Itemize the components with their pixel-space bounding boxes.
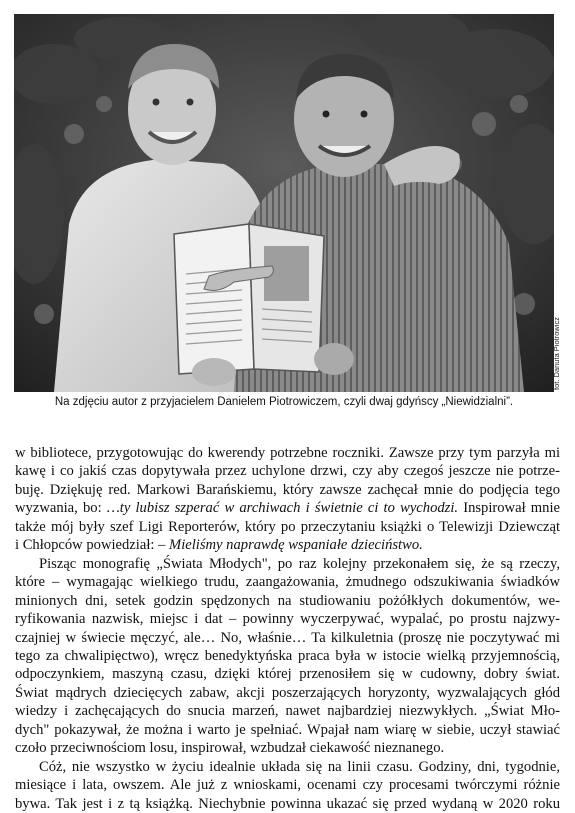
body-line: ryfikowania nazwisk, miejsc i dat – powinny wyczerpywać, wypalać, po prostu najzwy- <box>15 611 560 628</box>
body-line: miesiące i lata, owszem. Ale już z wnioskami, ocenami czy procesami twórczymi różnie <box>15 777 560 794</box>
body-line: Cóż, nie wszystko w życiu idealnie układa się na linii czasu. Godziny, dni, tygodnie, <box>39 758 560 775</box>
photo-caption: Na zdjęciu autor z przyjacielem Danielem Piotrowiczem, czyli dwaj gdyńscy „Niewidzialni”. <box>54 396 514 408</box>
body-line: bywa. Tak jest i z tą książką. Niechybnie powinna ukazać się przed wydaną w 2020 roku <box>15 795 560 812</box>
photo-illustration <box>14 14 554 392</box>
body-line: tego za chwalipięctwo), wręcz benedyktyńska praca była w istocie wielką przyjemnością, <box>15 647 560 664</box>
body-line: także mój były szef Ligi Reporterów, który po przeczytaniu książki o Telewizji Dziewcząt <box>15 518 560 535</box>
body-line: czajniej w świecie męczyć, ale… No, właśnie… Ta kilkuletnia (proszę nie poczytywać mi <box>15 629 560 646</box>
body-line: Świat mądrych dziecięcych zabaw, akcji poszerzających horyzonty, wyzwalających głód <box>15 684 560 701</box>
photo-credit: fot. Danuta Piotrowicz <box>552 317 561 390</box>
body-line: minionych dni, setek godzin spędzonych na studiowaniu pożółkłych dokumentów, we- <box>15 592 560 609</box>
body-line: czoło przeciwnościom losu, inspirował, wzbudzał ciekawość nieznanego. <box>15 740 445 757</box>
body-line: buję. Dziękuję red. Markowi Barańskiemu, który zawsze zachęcał mnie do podjęcia tego <box>15 481 560 498</box>
body-line: kawę i co jakiś czas dopytywała przez uchylone drzwi, czy aby czegoś jeszcze nie potrze- <box>15 463 560 480</box>
body-text <box>15 444 560 813</box>
photo <box>14 14 554 392</box>
book <box>174 224 324 374</box>
body-line: w bibliotece, przygotowując do kwerendy potrzebne roczniki. Zawsze przy tym parzyła mi <box>15 445 560 461</box>
body-line: wiedzy i zachęcających do snucia marzeń, nawet najbardziej niezwykłych. „Świat Mło- <box>15 703 560 720</box>
body-line: wyzwania, bo: …ty lubisz szperać w archiwach i świetnie ci to wychodzi. Inspirował mnie <box>15 500 560 517</box>
body-line: i Chłopców powiedział: – Mieliśmy naprawdę wspaniałe dzieciństwo. <box>15 537 423 554</box>
body-line: dych" pokazywał, że można i warto je spełniać. Wpajał nam wiarę w siebie, uczył stawiać <box>15 721 560 738</box>
body-line: Pisząc monografię „Świata Młodych", po raz kolejny przekonałem się, że są rzeczy, <box>39 555 560 572</box>
body-line: które – wymagając wielkiego trudu, zaangażowania, żmudnego odszukiwania świadków <box>15 574 560 591</box>
body-line: odpoczynkiem, maszyną czasu, dzięki której przenosiłem się w cudowny, dobry świat. <box>15 666 560 683</box>
